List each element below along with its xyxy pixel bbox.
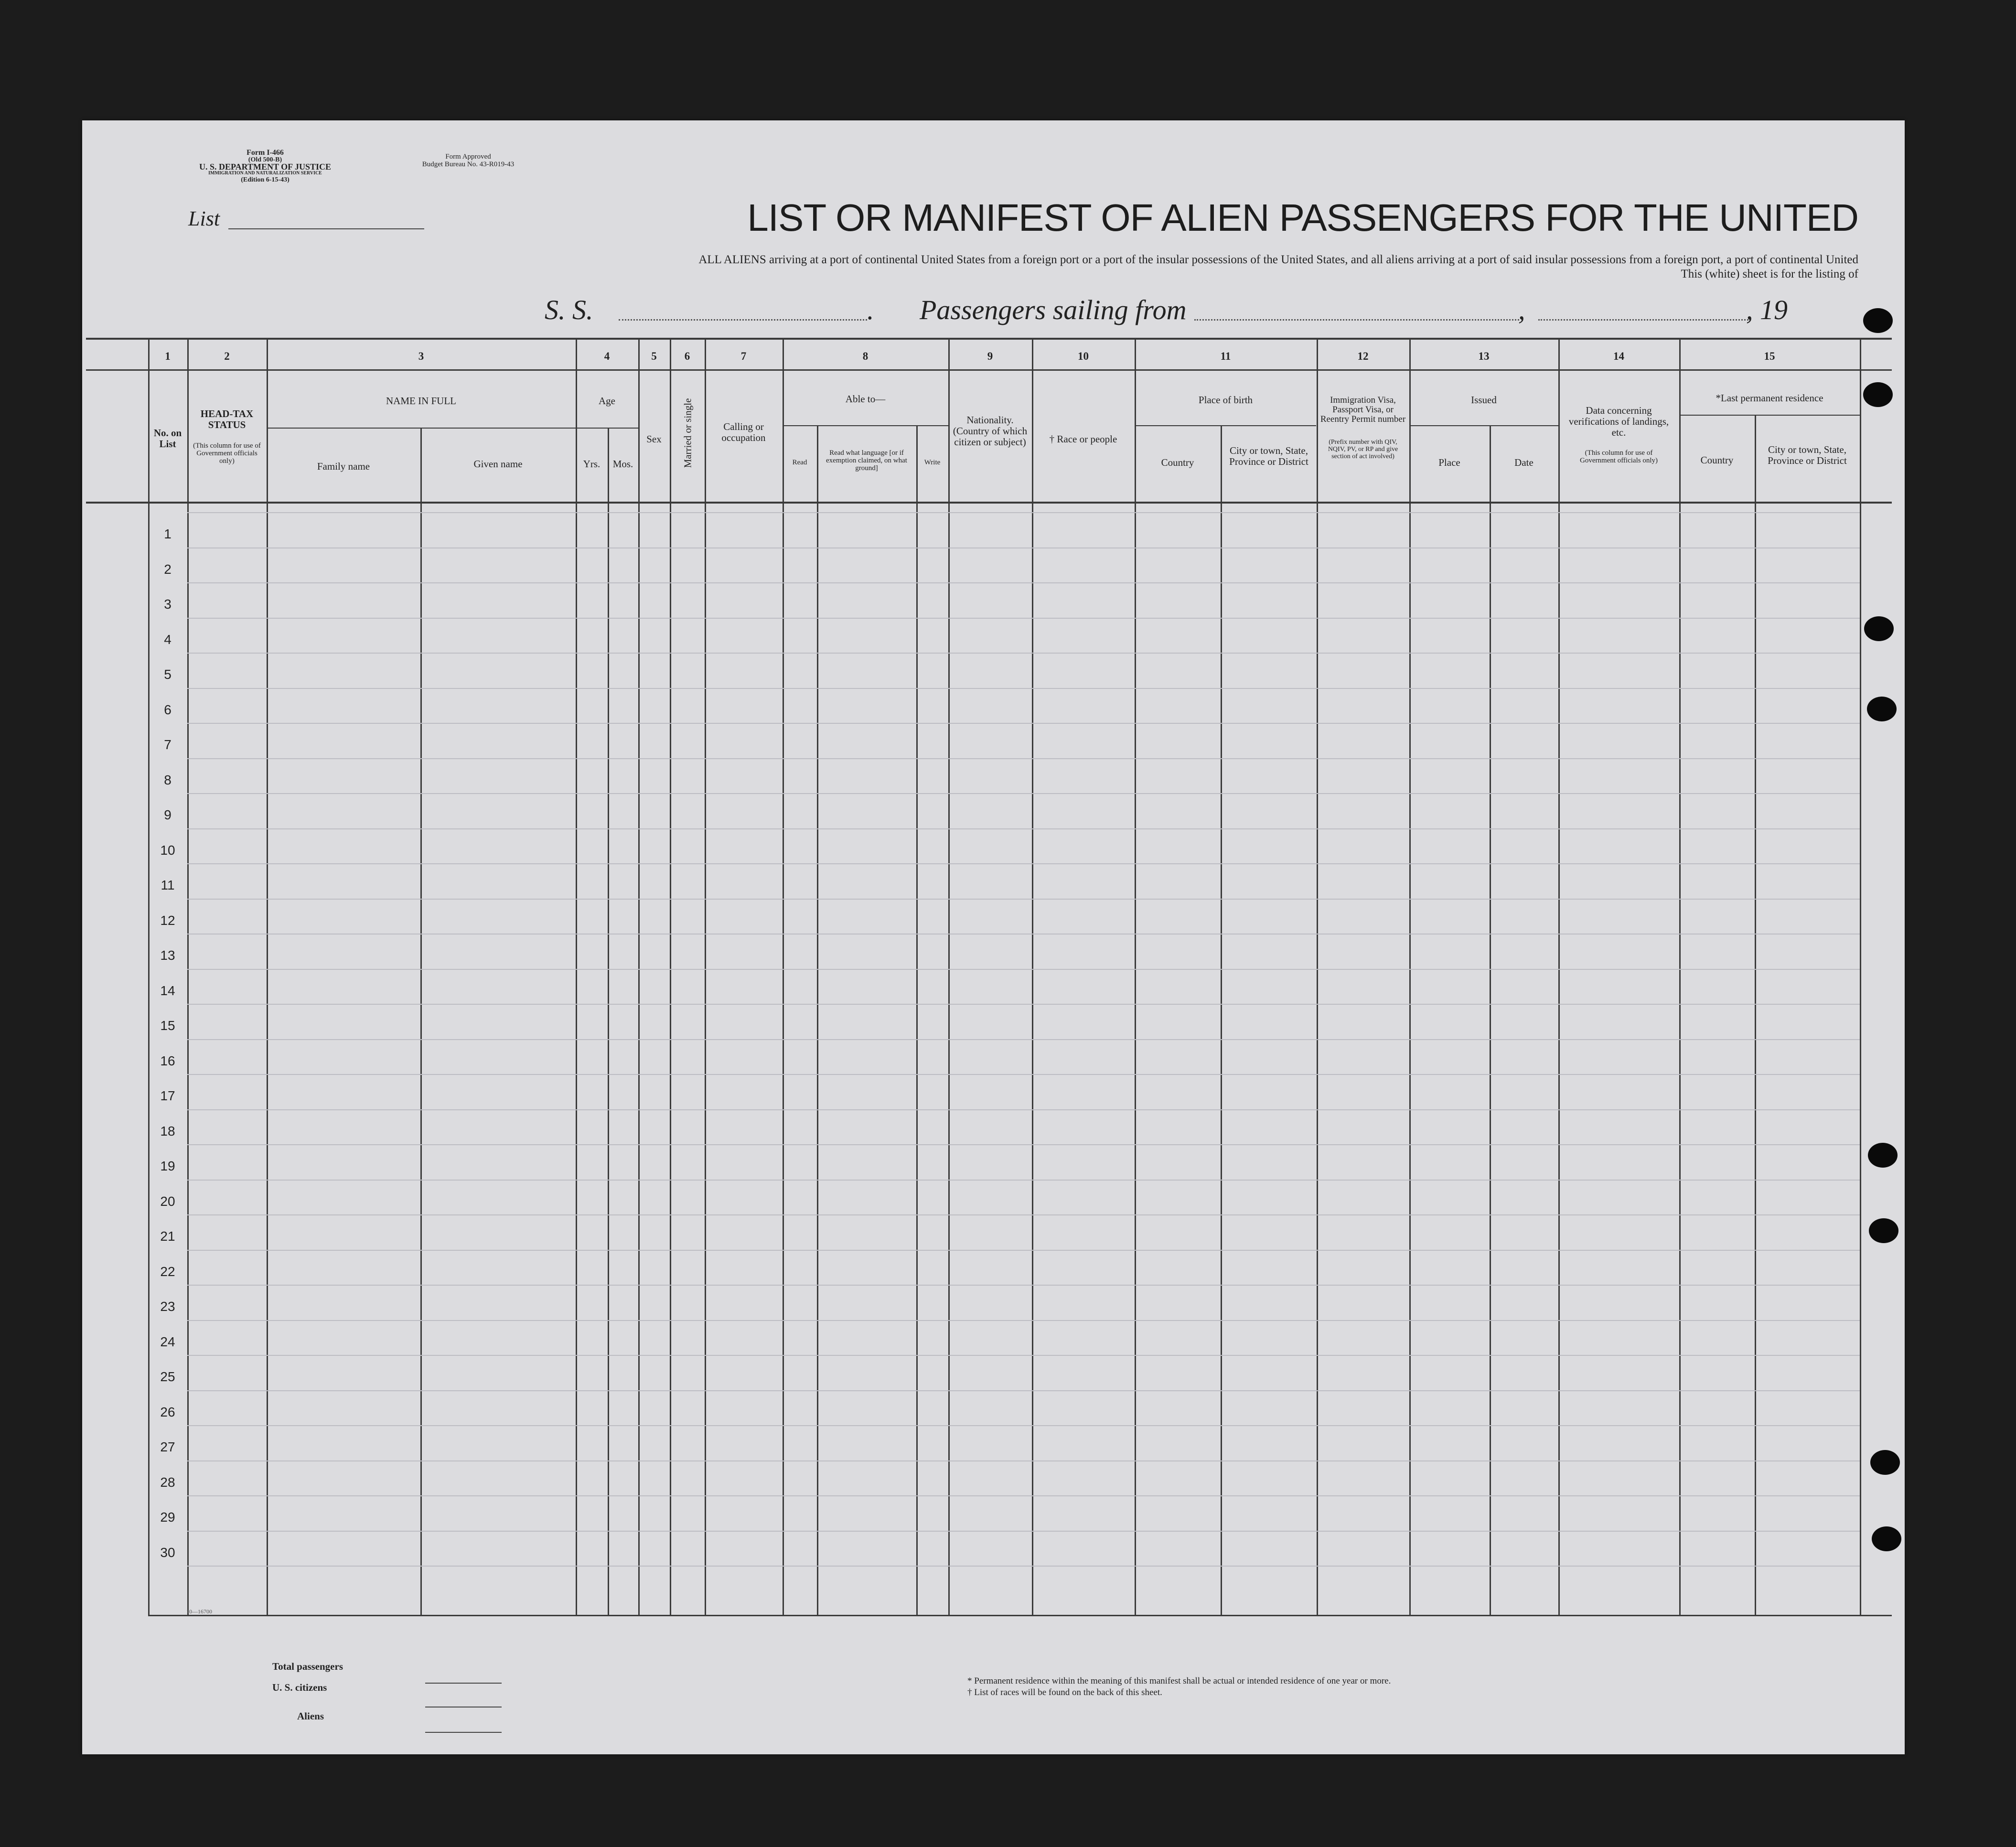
row-number: 8 [164, 772, 172, 787]
col-divider [817, 425, 818, 1616]
colnum-12: 12 [1357, 350, 1369, 362]
header-birth-country: Country [1161, 457, 1194, 468]
ss-label: S. S. [545, 294, 593, 325]
form-id-block [158, 149, 373, 183]
row-number: 15 [160, 1018, 175, 1033]
header-family-name: Family name [317, 461, 370, 472]
col-divider [267, 338, 268, 1616]
col-divider [916, 425, 918, 1616]
row-number: 7 [164, 737, 172, 752]
row-number: 17 [160, 1088, 175, 1103]
header-read-language: Read what language [or if exemption claimed, on what ground] [826, 449, 907, 472]
row-rule [187, 1250, 1860, 1251]
row-number: 6 [164, 702, 172, 717]
row-number: 26 [160, 1404, 175, 1419]
approval-block [382, 153, 554, 168]
row-number: 3 [164, 597, 172, 612]
form-number: Form I-466 [247, 149, 284, 157]
row-number: 4 [164, 632, 172, 647]
header-able-to: Able to— [845, 393, 886, 405]
passengers-sailing-label: Passengers sailing from [920, 294, 1187, 325]
header-head-tax-note: (This column for use of Government officials only) [193, 442, 261, 465]
row-rule [187, 582, 1860, 583]
header-bottom-border [86, 502, 1892, 504]
row-rule [187, 1566, 1860, 1567]
header-read: Read [792, 459, 807, 466]
row-rule [187, 1004, 1860, 1005]
punch-hole [1863, 382, 1893, 407]
header-nationality: Nationality. (Country of which citizen or subject) [953, 414, 1028, 448]
instructions-line-2: This (white) sheet is for the listing of [1681, 268, 1858, 280]
header-age: Age [599, 395, 615, 407]
manifest-sheet [82, 120, 1905, 1754]
list-number-field[interactable] [228, 228, 424, 229]
header-name-in-full: NAME IN FULL [386, 395, 456, 407]
colnum-15: 15 [1764, 350, 1775, 362]
sailing-date-field[interactable] [1538, 319, 1748, 321]
header-race: † Race or people [1049, 433, 1117, 445]
col-divider [1860, 338, 1861, 1616]
colnum-14: 14 [1613, 350, 1624, 362]
header-write: Write [924, 459, 941, 466]
colnum-5: 5 [651, 350, 657, 362]
row-rule [187, 618, 1860, 619]
row-rule [187, 1074, 1860, 1075]
row-rule [187, 1531, 1860, 1532]
col-divider [420, 428, 422, 1616]
us-citizens-label: U. S. citizens [272, 1682, 327, 1693]
colnum-divider [86, 369, 1892, 371]
punch-hole [1872, 1526, 1901, 1551]
row-number: 13 [160, 948, 175, 963]
residence-subheader-line [1679, 415, 1860, 416]
colnum-6: 6 [684, 350, 690, 362]
row-number: 23 [160, 1299, 175, 1314]
row-rule [187, 1039, 1860, 1040]
col-divider [1409, 338, 1411, 1616]
header-given-name: Given name [473, 458, 523, 470]
list-label: List [188, 207, 220, 230]
issued-subheader-line [1409, 425, 1558, 426]
header-calling: Calling or occupation [721, 421, 766, 443]
colnum-1: 1 [165, 350, 171, 362]
row-rule [187, 512, 1860, 513]
header-married-or-single: Married or single [682, 398, 694, 468]
aliens-label: Aliens [297, 1710, 324, 1722]
row-rule [187, 1495, 1860, 1496]
row-number: 24 [160, 1334, 175, 1349]
row-number: 20 [160, 1193, 175, 1209]
row-rule [187, 1180, 1860, 1181]
colnum-4: 4 [604, 350, 610, 362]
header-mos: Mos. [612, 458, 633, 470]
row-number: 9 [164, 807, 172, 822]
total-passengers-field[interactable] [425, 1683, 502, 1684]
instructions-line-1: ALL ALIENS arriving at a port of continental United States from a foreign port or a port of the insular possessions of the United States, and all aliens arriving at a port of said insular possessions from a foreign port, a port of continental United [698, 253, 1858, 266]
colnum-3: 3 [418, 350, 424, 362]
col-divider [608, 428, 609, 1616]
port-of-departure-field[interactable] [1194, 319, 1519, 321]
row-number: 22 [160, 1264, 175, 1279]
header-no-on-list: No. on List [153, 427, 182, 450]
table-top-border [86, 338, 1892, 340]
row-number: 21 [160, 1229, 175, 1244]
row-rule [187, 688, 1860, 689]
race-list-note: † List of races will be found on the back of this sheet. [967, 1687, 1162, 1697]
colnum-10: 10 [1078, 350, 1089, 362]
year-prefix: , 19 [1746, 294, 1788, 325]
header-data-concerning: Data concerning verifications of landings, etc. [1568, 405, 1669, 438]
col-divider [1135, 338, 1136, 1616]
col-divider [1755, 415, 1756, 1616]
colnum-13: 13 [1478, 350, 1490, 362]
colnum-11: 11 [1220, 350, 1231, 362]
colnum-9: 9 [987, 350, 993, 362]
col-divider [187, 338, 189, 1616]
row-rule [187, 899, 1860, 900]
print-code: 10—16700 [186, 1608, 212, 1615]
form-approved: Form Approved [445, 153, 491, 161]
ship-name-field[interactable] [619, 319, 867, 321]
row-number: 12 [160, 913, 175, 928]
row-rule [187, 793, 1860, 794]
row-rule [187, 1460, 1860, 1461]
header-yrs: Yrs. [583, 458, 601, 470]
col-divider [1032, 338, 1033, 1616]
header-visa: Immigration Visa, Passport Visa, or Reentry Permit number [1320, 395, 1406, 424]
col-divider [948, 338, 950, 1616]
row-rule [187, 1390, 1860, 1391]
row-number: 14 [160, 983, 175, 998]
row-rule [187, 1320, 1860, 1321]
row-rule [187, 1425, 1860, 1426]
colnum-8: 8 [862, 350, 869, 362]
row-rule [187, 1109, 1860, 1110]
punch-hole [1869, 1218, 1898, 1243]
col-divider [670, 338, 671, 1616]
row-rule [187, 1214, 1860, 1215]
row-rule [187, 1144, 1860, 1145]
service-name: IMMIGRATION AND NATURALIZATION SERVICE [208, 171, 322, 176]
col-divider [1317, 338, 1318, 1616]
row-rule [187, 1355, 1860, 1356]
header-birth-city: City or town, State, Province or District [1229, 445, 1308, 467]
header-residence-city: City or town, State, Province or District [1768, 444, 1847, 466]
header-issued-place: Place [1438, 457, 1460, 468]
row-number: 16 [160, 1053, 175, 1068]
row-number: 29 [160, 1510, 175, 1525]
punch-hole [1864, 616, 1894, 641]
col-divider [1221, 425, 1222, 1616]
row-number: 10 [160, 842, 175, 858]
row-rule [187, 653, 1860, 654]
name-subheader-line [267, 428, 576, 429]
header-visa-note: (Prefix number with QIV, NQIV, PV, or RP and give section of act involved) [1328, 439, 1398, 460]
col-divider [638, 338, 640, 1616]
row-number: 19 [160, 1159, 175, 1173]
header-residence-country: Country [1700, 454, 1734, 466]
punch-hole [1868, 1143, 1898, 1168]
birth-subheader-line [1135, 425, 1316, 426]
department-name: U. S. DEPARTMENT OF JUSTICE [199, 162, 332, 172]
row-number: 2 [164, 561, 172, 577]
col-divider [783, 338, 784, 1616]
form-old-number: (Old 500-B) [248, 156, 282, 163]
row-rule [187, 828, 1860, 829]
row-rule [187, 969, 1860, 970]
budget-bureau-number: Budget Bureau No. 43-R019-43 [422, 161, 515, 168]
row-number: 27 [160, 1439, 175, 1454]
header-data-note: (This column for use of Government officials only) [1579, 449, 1658, 464]
form-edition: (Edition 6-15-43) [241, 176, 290, 183]
row-rule [187, 758, 1860, 759]
page-title: LIST OR MANIFEST OF ALIEN PASSENGERS FOR THE UNITED [747, 196, 1858, 239]
header-issued-date: Date [1514, 457, 1533, 468]
aliens-field[interactable] [425, 1732, 502, 1733]
sailing-comma: , [1518, 294, 1525, 325]
row-number: 11 [161, 878, 175, 892]
row-rule [187, 723, 1860, 724]
age-subheader-line [576, 428, 638, 429]
col-divider [576, 338, 577, 1616]
row-number: 18 [160, 1123, 175, 1138]
punch-hole [1867, 697, 1897, 721]
header-place-of-birth: Place of birth [1198, 394, 1253, 406]
col-divider [1558, 338, 1560, 1616]
table-bottom-border [148, 1615, 1892, 1616]
col-divider [705, 338, 706, 1616]
able-subheader-line [783, 425, 948, 426]
col-divider [1490, 425, 1491, 1616]
header-last-residence: *Last permanent residence [1716, 392, 1823, 404]
row-rule [187, 1285, 1860, 1286]
permanent-residence-note: * Permanent residence within the meaning of this manifest shall be actual or intended residence of one year or more. [967, 1676, 1391, 1686]
ss-period: . [867, 294, 874, 325]
header-head-tax: HEAD-TAX STATUS [200, 408, 254, 430]
col-divider [1679, 338, 1681, 1616]
punch-hole [1863, 308, 1893, 333]
header-issued: Issued [1471, 394, 1497, 406]
row-number: 1 [164, 526, 172, 541]
col-divider [148, 338, 150, 1616]
row-rule [187, 863, 1860, 864]
header-sex: Sex [646, 433, 662, 445]
row-number: 25 [160, 1369, 175, 1384]
row-number: 28 [160, 1474, 175, 1490]
row-number: 5 [164, 667, 172, 682]
row-number: 30 [160, 1545, 175, 1560]
total-passengers-label: Total passengers [272, 1661, 343, 1672]
colnum-2: 2 [224, 350, 230, 362]
punch-hole [1870, 1450, 1900, 1475]
colnum-7: 7 [740, 350, 747, 362]
